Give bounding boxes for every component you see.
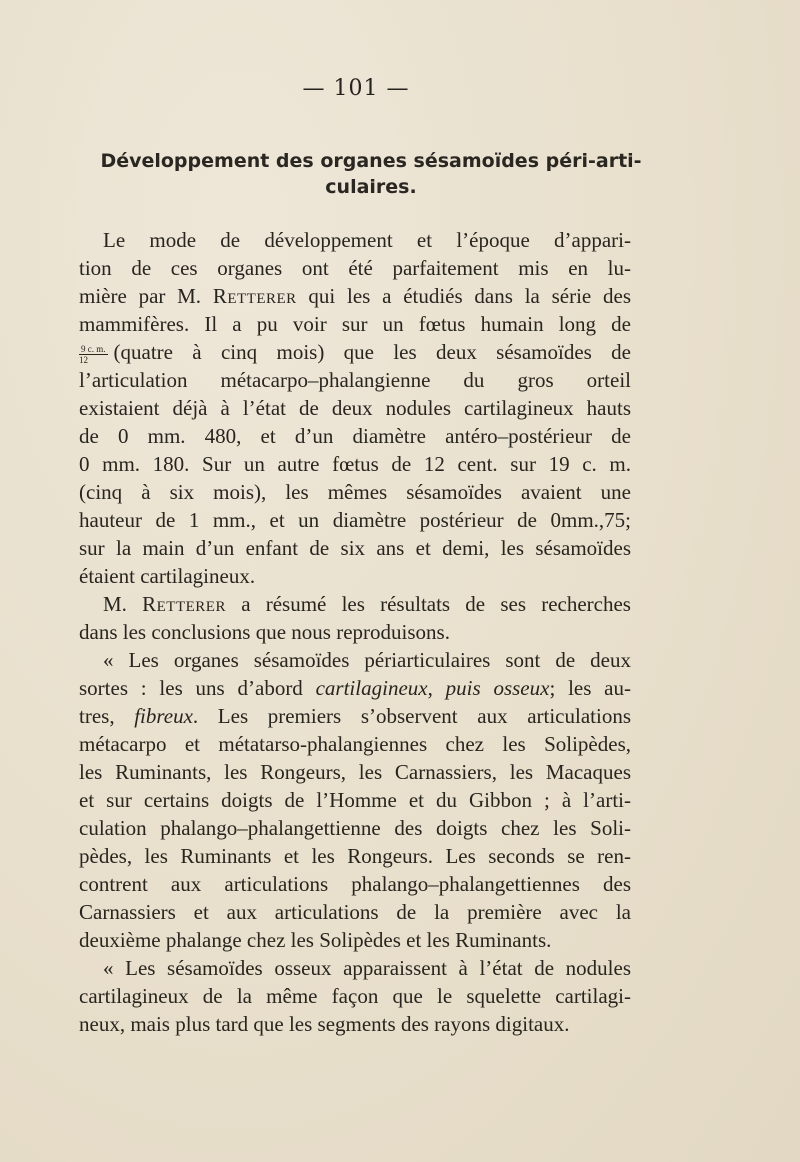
heading-line-2: culaires.: [325, 176, 417, 198]
text-line: de 0 mm. 480, et d’un diamètre antéro–postérieur de: [79, 424, 631, 448]
text-line: contrent aux articulations phalango–phalangettiennes des: [79, 872, 631, 896]
text-fragment: . Les premiers s’observent aux articulations: [192, 704, 632, 728]
body-text: [79, 226, 631, 1038]
text-line: sur la main d’un enfant de six ans et demi, les sésamoïdes: [79, 536, 631, 560]
text-line: [79, 702, 631, 730]
text-fragment: (quatre à cinq mois) que les deux sésamoïdes de: [113, 340, 631, 364]
text-line: deuxième phalange chez les Solipèdes et les Ruminants.: [79, 928, 552, 952]
heading-line-1: Développement des organes sésamoïdes péri-arti-: [100, 150, 642, 172]
text-line: existaient déjà à l’état de deux nodules cartilagineux hauts: [79, 396, 631, 420]
text-line: 0 mm. 180. Sur un autre fœtus de 12 cent. sur 19 c. m.: [79, 452, 631, 476]
text-line: [79, 590, 631, 618]
text-line: étaient cartilagineux.: [79, 564, 256, 588]
text-line: « Les organes sésamoïdes périarticulaires sont de deux: [103, 648, 631, 672]
text-line: [79, 282, 631, 310]
text-line: métacarpo et métatarso-phalangiennes chez les Solipèdes,: [79, 732, 631, 756]
text-fragment: M.: [103, 592, 143, 616]
text-line: mammifères. Il a pu voir sur un fœtus humain long de: [79, 312, 631, 336]
text-fragment: tres,: [79, 704, 135, 728]
text-line: les Ruminants, les Rongeurs, les Carnassiers, les Macaques: [79, 760, 631, 784]
text-line: [79, 674, 631, 702]
text-line: [79, 338, 631, 366]
text-line: « Les sésamoïdes osseux apparaissent à l’état de nodules: [103, 956, 631, 980]
text-line: hauteur de 1 mm., et un diamètre postérieur de 0mm.,75;: [79, 508, 631, 532]
italic-term: fibreux: [134, 704, 193, 728]
text-line: culation phalango–phalangettienne des doigts chez les Soli-: [79, 816, 631, 840]
text-fragment: mière par M.: [79, 284, 213, 308]
text-line: Le mode de développement et l’époque d’appari-: [103, 228, 631, 252]
fraction-denominator: 12: [79, 354, 88, 365]
fraction: [79, 344, 108, 365]
text-fragment: sortes : les uns d’abord: [79, 676, 316, 700]
text-line: neux, mais plus tard que les segments des rayons digitaux.: [79, 1012, 570, 1036]
author-name: Retterer: [142, 592, 226, 616]
text-fragment: a résumé les résultats de ses recherches: [225, 592, 631, 616]
text-line: (cinq à six mois), les mêmes sésamoïdes avaient une: [79, 480, 631, 504]
section-heading: [88, 148, 654, 200]
author-name: Retterer: [212, 284, 297, 308]
text-line: cartilagineux de la même façon que le squelette cartilagi-: [79, 984, 631, 1008]
text-line: l’articulation métacarpo–phalangienne du gros orteil: [79, 368, 631, 392]
text-line: pèdes, les Ruminants et les Rongeurs. Les seconds se ren-: [79, 844, 631, 868]
text-line: tion de ces organes ont été parfaitement mis en lu-: [79, 256, 631, 280]
text-line: Carnassiers et aux articulations de la première avec la: [79, 900, 631, 924]
italic-term: cartilagineux: [315, 676, 428, 700]
text-fragment: ; les au-: [549, 676, 632, 700]
text-line: dans les conclusions que nous reproduisons.: [79, 620, 450, 644]
page-number: — 101 —: [302, 76, 410, 101]
text-line: et sur certains doigts de l’Homme et du Gibbon ; à l’arti-: [79, 788, 631, 812]
italic-term: puis osseux: [445, 676, 550, 700]
fraction-numerator: 9 c. m.: [81, 343, 106, 354]
text-fragment: ,: [427, 676, 446, 700]
text-fragment: qui les a étudiés dans la série des: [296, 284, 632, 308]
